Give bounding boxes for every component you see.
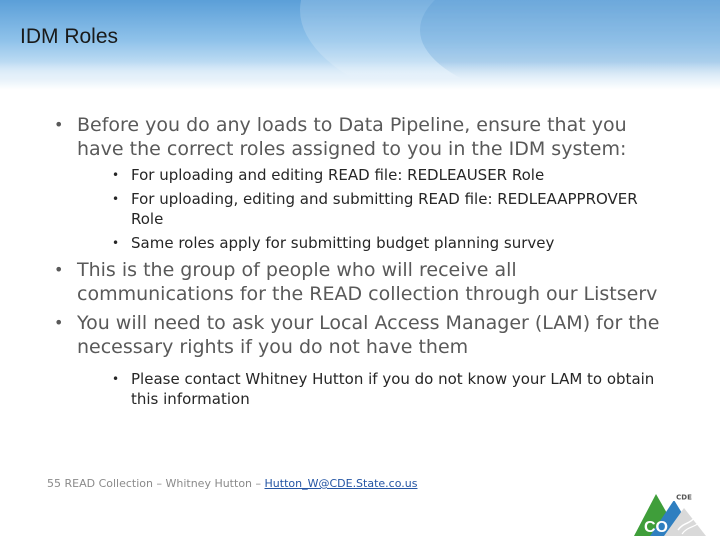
sub-bullet-item [0, 233, 720, 253]
sub-bullet-dot: • [112, 236, 120, 250]
bullet-item [0, 258, 720, 306]
bullet-text: This is the group of people who will receive all communications for the READ collection through our Listserv [77, 259, 658, 305]
bullet-dot: • [54, 313, 64, 332]
slide-body [0, 113, 720, 409]
sub-bullet-item [0, 165, 720, 185]
bullet-item [0, 311, 720, 359]
bullet-dot: • [54, 260, 64, 279]
sub-bullet-text: Please contact Whitney Hutton if you do not know your LAM to obtain this information [131, 370, 655, 408]
sub-bullet-item [0, 369, 720, 409]
sub-bullet-text: For uploading, editing and submitting READ file: REDLEAAPPROVER Role [131, 190, 638, 228]
sub-bullet-dot: • [112, 168, 120, 182]
sub-bullet-text: Same roles apply for submitting budget planning survey [131, 234, 555, 252]
logo-small-text: CDE [676, 493, 692, 502]
sub-bullet-text: For uploading and editing READ file: REDLEAUSER Role [131, 166, 545, 184]
sub-bullet-dot: • [112, 192, 120, 206]
logo-large-text: CO [644, 519, 668, 536]
footer-text: 55 READ Collection – Whitney Hutton – [47, 477, 265, 490]
bullet-text: You will need to ask your Local Access Manager (LAM) for the necessary rights if you do not have them [77, 312, 660, 358]
bullet-dot: • [54, 115, 64, 134]
header-fade [0, 62, 720, 90]
cde-logo [634, 490, 706, 536]
bullet-text: Before you do any loads to Data Pipeline, ensure that you have the correct roles assigned to you in the IDM system: [77, 114, 627, 160]
footer [47, 477, 417, 490]
bullet-item [0, 113, 720, 161]
email-link[interactable]: Hutton_W@CDE.State.co.us [264, 477, 418, 490]
sub-bullet-dot: • [112, 372, 120, 386]
sub-bullet-item [0, 189, 720, 229]
slide-title: IDM Roles [20, 25, 119, 48]
header-banner [0, 0, 720, 90]
